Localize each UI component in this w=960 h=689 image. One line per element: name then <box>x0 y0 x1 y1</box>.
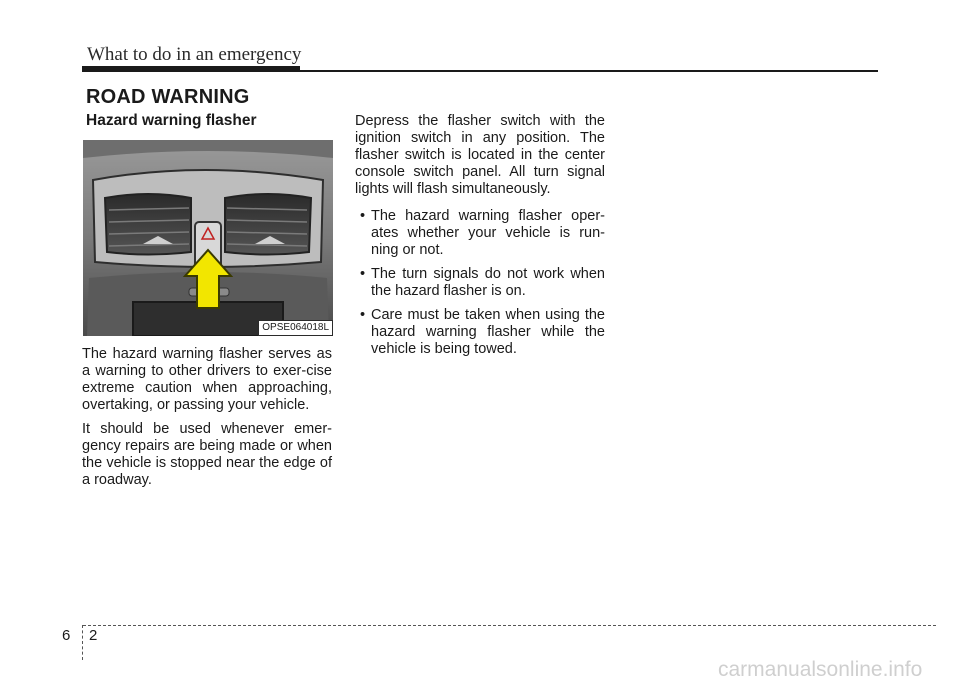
dashboard-illustration <box>83 140 333 336</box>
footer-rule <box>83 625 936 626</box>
figure-code: OPSE064018L <box>258 320 333 336</box>
right-column <box>355 113 605 365</box>
left-column <box>82 346 332 496</box>
list-item: • The turn signals do not work when the hazard flasher is on. <box>355 266 605 300</box>
paragraph: The hazard warning flasher serves as a warning to other drivers to exer-cise extreme caution when approaching, overtaking, or passing your vehicle. <box>82 346 332 413</box>
header-rule-thick <box>82 66 300 72</box>
list-item: • The hazard warning flasher oper-ates whether your vehicle is run-ning or not. <box>355 208 605 259</box>
section-title: ROAD WARNING <box>86 86 250 108</box>
header-rule-thin <box>300 70 878 72</box>
footer-divider <box>82 625 83 660</box>
watermark: carmanualsonline.info <box>718 658 923 681</box>
bullet-list <box>355 208 605 358</box>
chapter-title: What to do in an emergency <box>87 44 302 65</box>
paragraph: Depress the flasher switch with the ignition switch in any position. The flasher switch is located in the center console switch panel. All turn signal lights will flash simultaneously. <box>355 113 605 197</box>
subsection-title: Hazard warning flasher <box>86 112 257 129</box>
chapter-number: 6 <box>62 627 71 644</box>
hazard-switch-figure <box>83 140 333 336</box>
paragraph: It should be used whenever emer-gency repairs are being made or when the vehicle is stopped near the edge of a roadway. <box>82 421 332 488</box>
list-item: • Care must be taken when using the hazard warning flasher while the vehicle is being towed. <box>355 307 605 358</box>
page-number: 2 <box>89 627 98 644</box>
